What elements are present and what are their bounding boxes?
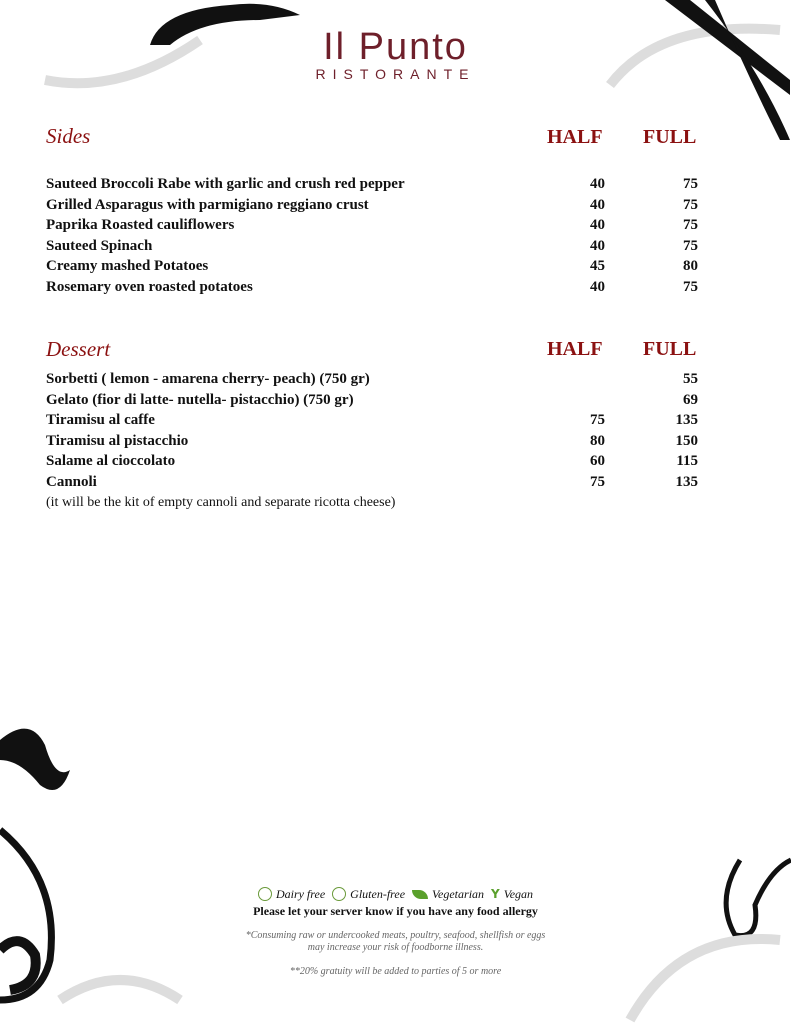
item-name: Tiramisu al pistacchio [46, 432, 189, 449]
item-name: Creamy mashed Potatoes [46, 258, 209, 275]
item-full: 75 [683, 279, 698, 295]
cannoli-note: (it will be the kit of empty cannoli and separate ricotta cheese) [46, 495, 396, 510]
allergy-notice: Please let your server know if you have any food allergy [253, 904, 538, 918]
item-half: 40 [590, 279, 605, 295]
item-name: Cannoli [46, 474, 97, 490]
gratuity-notice: **20% gratuity will be added to parties of 5 or more [289, 966, 502, 977]
item-name: Grilled Asparagus with parmigiano reggiano crust [46, 196, 369, 213]
item-name: Sauteed Spinach [46, 237, 153, 254]
item-half: 45 [590, 258, 605, 275]
item-name: Paprika Roasted cauliflowers [46, 217, 235, 234]
sides-item [46, 176, 698, 196]
dessert-full-header: FULL [643, 338, 697, 360]
sides-item [46, 258, 698, 278]
vegetarian-leaf-icon [412, 890, 428, 899]
item-name: Tiramisu al caffe [46, 412, 155, 429]
item-half: 40 [590, 237, 605, 254]
dessert-item [46, 453, 698, 473]
disclaimer-line2: may increase your risk of foodborne illness. [307, 942, 484, 953]
disclaimer-line1: *Consuming raw or undercooked meats, poultry, seafood, shellfish or eggs [245, 930, 546, 941]
sides-title: Sides [46, 124, 91, 148]
legend-dairy: Dairy free [275, 886, 326, 901]
sides-item [46, 279, 698, 299]
item-full: 69 [683, 391, 698, 408]
item-half: 75 [590, 412, 605, 429]
legend-vegetarian: Vegetarian [432, 886, 485, 901]
item-name: Salame al cioccolato [46, 453, 176, 470]
sides-item [46, 217, 698, 237]
vegan-sprout-icon: 𝗬 [491, 886, 500, 901]
item-full: 135 [675, 412, 698, 429]
item-name: Sauteed Broccoli Rabe with garlic and crush red pepper [46, 176, 405, 192]
sides-item [46, 197, 698, 217]
dessert-item [46, 371, 698, 391]
diet-legend [0, 886, 791, 902]
gluten-free-icon [332, 887, 346, 901]
dessert-item [46, 392, 698, 412]
item-name: Gelato (fior di latte- nutella- pistacchio) (750 gr) [46, 391, 354, 408]
item-half: 75 [590, 474, 605, 490]
sides-item [46, 238, 698, 258]
dessert-title: Dessert [46, 337, 111, 361]
logo: Il Punto [323, 26, 468, 68]
item-half: 40 [590, 176, 605, 192]
dessert-item [46, 433, 698, 453]
item-full: 135 [675, 474, 698, 490]
legend-gluten: Gluten-free [350, 886, 406, 901]
legend-vegan: Vegan [503, 886, 534, 901]
item-full: 75 [683, 217, 698, 234]
item-full: 75 [683, 176, 698, 192]
item-half: 40 [590, 217, 605, 234]
item-full: 75 [683, 237, 698, 254]
item-name: Sorbetti ( lemon - amarena cherry- peach) (750 gr) [46, 371, 370, 387]
item-full: 80 [683, 258, 698, 275]
dessert-item [46, 474, 698, 494]
item-half: 40 [590, 196, 605, 213]
dairy-free-icon [258, 887, 272, 901]
item-full: 75 [683, 196, 698, 213]
item-full: 150 [675, 432, 698, 449]
dessert-item [46, 412, 698, 432]
item-full: 55 [683, 371, 698, 387]
item-half: 60 [590, 453, 605, 470]
logo-subtitle: RISTORANTE [315, 66, 476, 82]
sides-half-header: HALF [547, 126, 603, 148]
dessert-half-header: HALF [547, 338, 603, 360]
sides-full-header: FULL [643, 126, 697, 148]
item-full: 115 [676, 453, 698, 470]
item-name: Rosemary oven roasted potatoes [46, 279, 253, 295]
item-half: 80 [590, 432, 605, 449]
